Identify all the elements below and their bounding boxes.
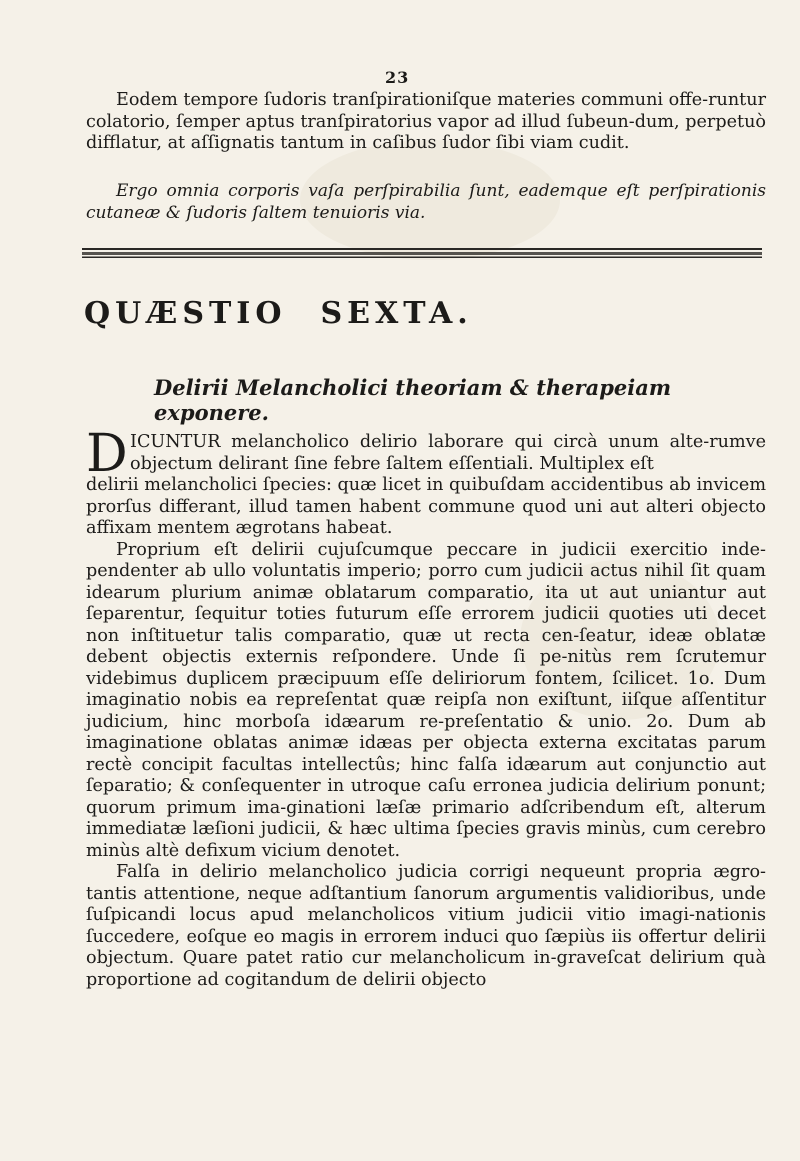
page-number: 23 [385, 68, 410, 87]
body-text [86, 475, 766, 991]
section-subtitle: Delirii Melancholici theoriam & therapeiam exponere. [154, 375, 672, 425]
heading-word-questio: QUÆSTIO [84, 296, 287, 331]
ornamental-rule [82, 247, 762, 259]
heading-word-sexta: SEXTA. [320, 296, 473, 331]
paragraph-1-continued: delirii melancholici ſpecies: quæ licet in quibuſdam accidentibus ab invicem prorſus differant, illud tamen habent commune quod uni aut alteri objecto affixam mentem ægrotans habeat. [86, 475, 766, 538]
paragraph-2: Proprium eſt delirii cujuſcumque peccare in judicii exercitio inde-pendenter ab ullo voluntatis imperio; porro cum judicii actus nihil ſit quam idearum plurium animæ oblatarum comparatio, ita ut aut uniantur aut ſeparentur, ſequitur toties futurum eſſe errorem judicii quoties uti decet non inſtituetur talis comparatio, quæ ut recta cen-ſeatur, ideæ oblatæ debent objectis externis reſpondere. Unde ſi pe-nitùs rem ſcrutemur videbimus duplicem præcipuum eſſe deliriorum fontem, ſcilicet. 1o. Dum imaginatio nobis ea repreſentat quæ reipſa non exiſtunt, iiſque aſſentitur judicium, hinc morboſa idæarum re-preſentatio & unio. 2o. Dum ab imaginatione oblatas animæ idæas per objecta externa excitatas parum rectè concipit facultas intellectûs; hinc falſa idæarum aut conjunctio aut ſeparatio; & conſequenter in utroque caſu erronea judicia delirium ponunt; quorum primum ima-ginationi læſæ primario adſcribendum eſt, alterum immediatæ læſioni judicii, & hæc ultima ſpecies gravis minùs, cum cerebro minùs altè defixum vicium denotet. [86, 539, 766, 861]
drop-cap: D [86, 424, 128, 484]
section-heading [84, 296, 764, 331]
paragraph-3: Falſa in delirio melancholico judicia corrigi nequeunt propria ægro-tantis attentione, neque adſtantium ſanorum argumentis validioribus, unde ſuſpicandi locus apud melancholicos vitium judicii vitio imagi-nationis ſuccedere, eoſque eo magis in errorem induci quo ſæpiùs iis offertur delirii objectum. Quare patet ratio cur melancholicum in-graveſcat delirium quà proportione ad cogitandum de delirii objecto [86, 862, 766, 990]
intro-paragraph: Eodem tempore ſudoris tranſpirationiſque materies communi offe-runtur colatorio, ſemper aptus tranſpiratorius vapor ad illud ſubeun-dum, perpetuò difflatur, at aſſignatis tantum in caſibus ſudor ſibi viam cudit. [86, 90, 766, 153]
first-lines: ICUNTUR melancholico delirio laborare qui circà unum alte-rumve objectum delirant ſine febre ſaltem eſſentiali. Multiplex eſt [130, 432, 766, 474]
conclusion-italic: Ergo omnia corporis vaſa perſpirabilia ſunt, eademque eſt perſpirationis cutaneæ & ſudoris ſaltem tenuioris via. [86, 181, 766, 223]
